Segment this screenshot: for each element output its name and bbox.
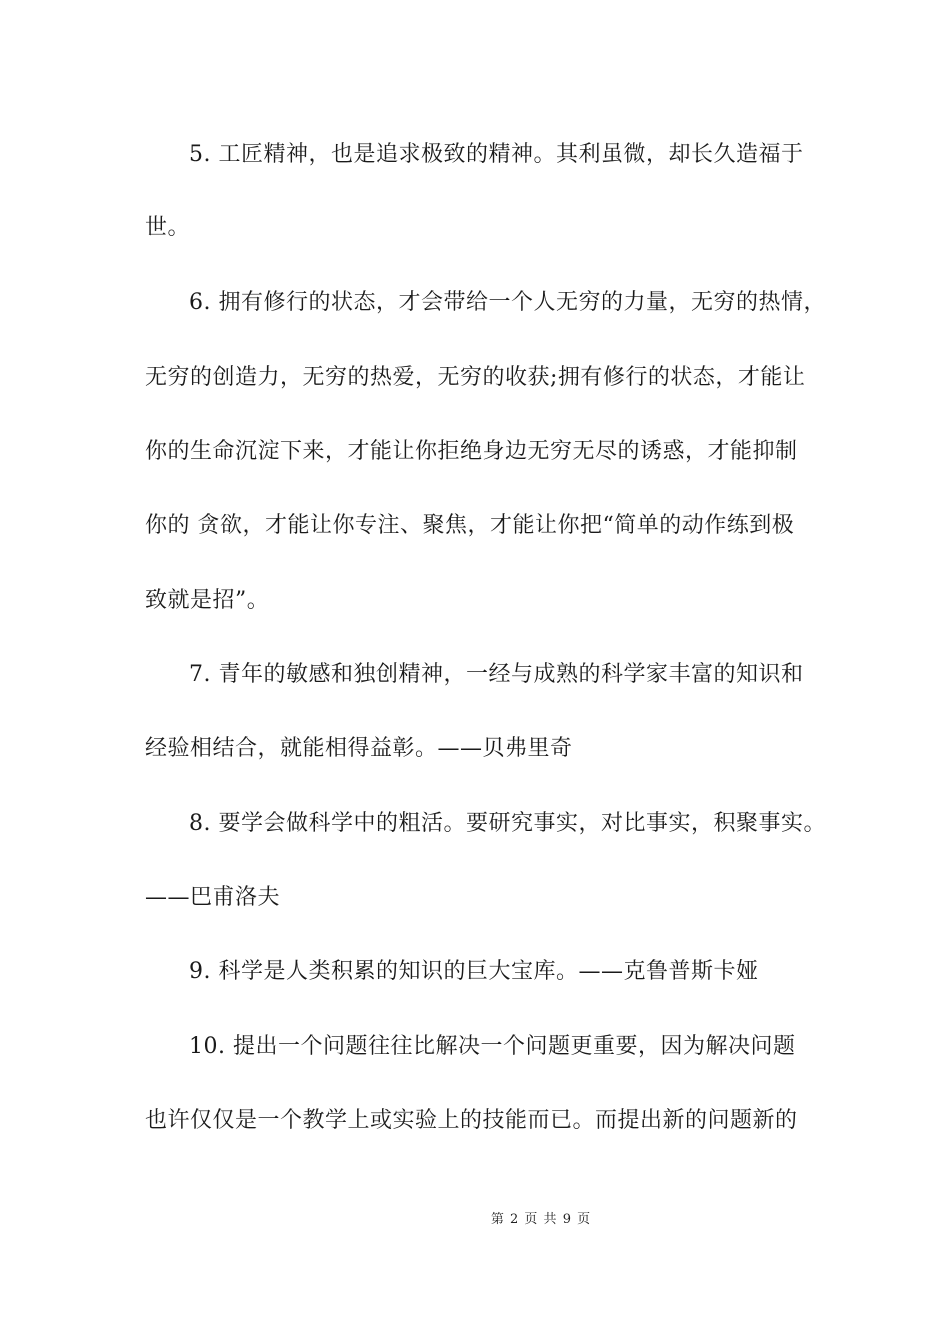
- text-line: 也许仅仅是一个教学上或实验上的技能而已。而提出新的问题新的: [145, 1108, 798, 1133]
- text-line: 9. 科学是人类积累的知识的巨大宝库。——克鲁普斯卡娅: [189, 959, 759, 984]
- text-line: 10. 提出一个问题往往比解决一个问题更重要，因为解决问题: [189, 1034, 796, 1059]
- text-line: ——巴甫洛夫: [145, 885, 281, 910]
- page-footer: [0, 1208, 950, 1227]
- text-line: 7. 青年的敏感和独创精神，一经与成熟的科学家丰富的知识和: [189, 662, 804, 687]
- text-line: 8. 要学会做科学中的粗活。要研究事实，对比事实，积聚事实。: [189, 811, 826, 836]
- page-number: 第 2 页 共 9 页: [490, 1212, 592, 1227]
- text-line: 5. 工匠精神，也是追求极致的精神。其利虽微，却长久造福于: [189, 142, 804, 167]
- text-line: 世。: [145, 215, 191, 240]
- text-line: 你的生命沉淀下来，才能让你拒绝身边无穷无尽的诱惑，才能抑制: [145, 439, 798, 464]
- text-line: 无穷的创造力，无穷的热爱，无穷的收获;拥有修行的状态，才能让: [145, 365, 806, 390]
- text-line: 你的 贪欲，才能让你专注、聚焦，才能让你把“简单的动作练到极: [145, 513, 795, 538]
- text-line: 致就是招”。: [145, 588, 270, 613]
- text-line: 经验相结合，就能相得益彰。——贝弗里奇: [145, 736, 573, 761]
- text-line: 6. 拥有修行的状态，才会带给一个人无穷的力量，无穷的热情，: [189, 290, 826, 315]
